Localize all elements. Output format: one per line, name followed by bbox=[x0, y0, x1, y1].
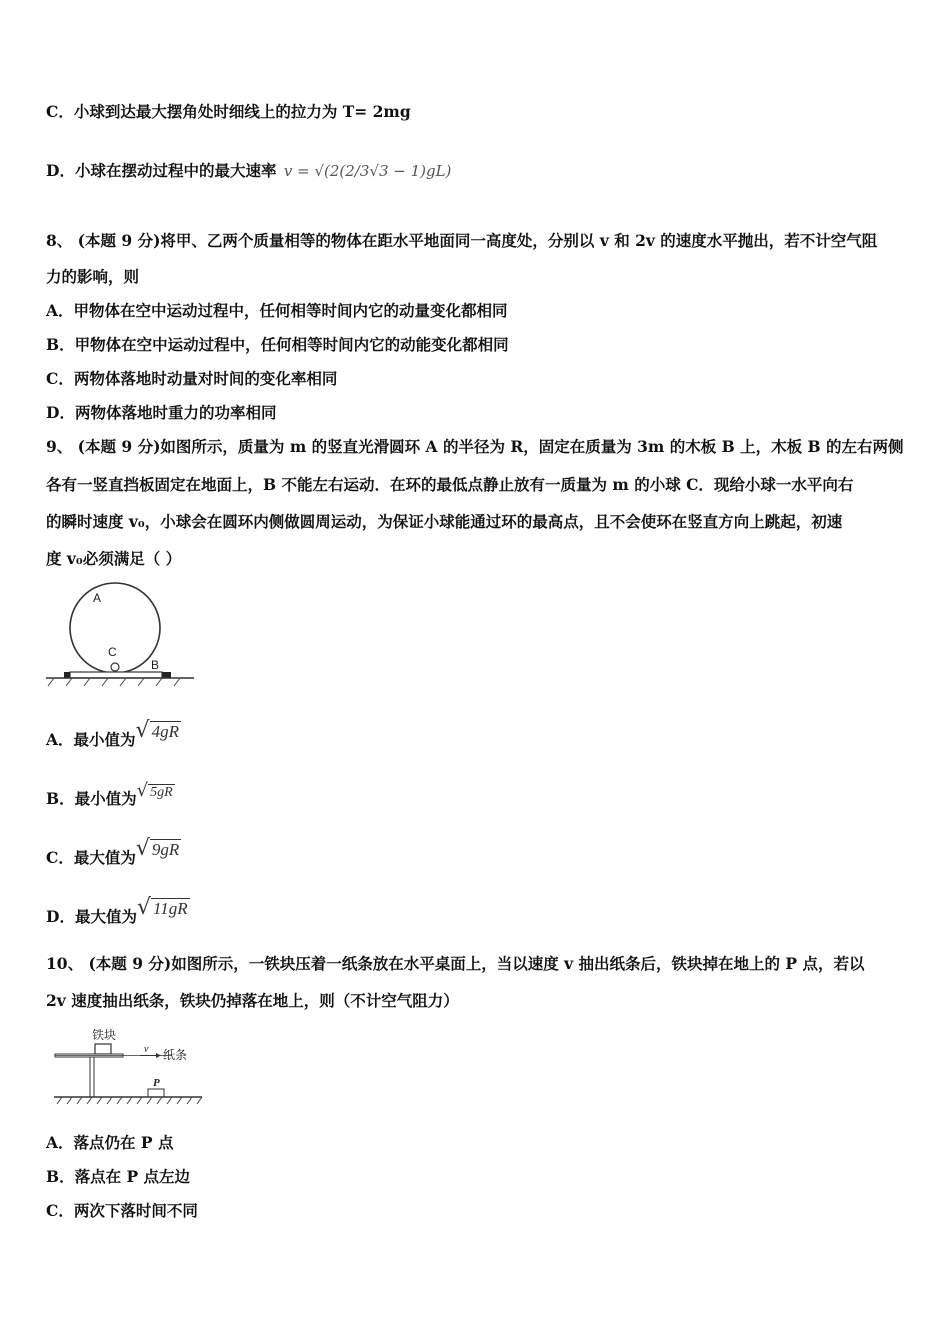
table-leg bbox=[90, 1057, 94, 1097]
sqrt-icon: √ 5gR bbox=[136, 780, 173, 801]
arrow-head-icon bbox=[156, 1053, 161, 1058]
q9-option-c-label: C．最大值为 bbox=[46, 848, 136, 867]
sqrt-icon: √ 9gR bbox=[135, 836, 180, 861]
board-label-b: B bbox=[151, 658, 160, 672]
q10-option-c: C．两次下落时间不同 bbox=[46, 1201, 198, 1220]
q10-option-b: B．落点在 P 点左边 bbox=[46, 1167, 191, 1186]
q10-stem-line2: 2v 速度抽出纸条，铁块仍掉落在地上，则（不计空气阻力） bbox=[46, 991, 459, 1010]
q10-stem-line1: 10、 (本题 9 分)如图所示，一铁块压着一纸条放在水平桌面上，当以速度 v 抽出纸条后，铁块掉在地上的 P 点，若以 bbox=[46, 954, 865, 973]
q8-option-b: B．甲物体在空中运动过程中，任何相等时间内它的动能变化都相同 bbox=[46, 335, 509, 354]
q7-option-d-formula: v = √(2(2/3√3 − 1)gL) bbox=[283, 162, 452, 180]
q9-option-d bbox=[46, 895, 190, 929]
q9-option-b-label: B．最小值为 bbox=[46, 789, 137, 808]
iron-block bbox=[95, 1044, 111, 1054]
right-stopper bbox=[162, 672, 171, 678]
q9-option-c-value: 9gR bbox=[151, 840, 180, 859]
point-p-mark bbox=[148, 1089, 164, 1097]
q8-option-d: D．两物体落地时重力的功率相同 bbox=[46, 403, 277, 422]
q8-option-c: C．两物体落地时动量对时间的变化率相同 bbox=[46, 369, 338, 388]
q9-stem-line2: 各有一竖直挡板固定在地面上，B 不能左右运动．在环的最低点静止放有一质量为 m 的小球 C．现给小球一水平向右 bbox=[46, 475, 854, 494]
ring-label-a: A bbox=[93, 591, 102, 605]
q9-option-a-value: 4gR bbox=[151, 722, 179, 741]
q10-option-a: A．落点仍在 P 点 bbox=[46, 1133, 174, 1152]
q9-stem-line1: 9、 (本题 9 分)如图所示，质量为 m 的竖直光滑圆环 A 的半径为 R，固定在质量为 3m 的木板 B 上，木板 B 的左右两侧 bbox=[46, 437, 904, 456]
q8-stem-line1: 8、 (本题 9 分)将甲、乙两个质量相等的物体在距水平地面同一高度处，分别以 v 和 2v 的速度水平抛出，若不计空气阻 bbox=[46, 231, 878, 250]
left-stopper bbox=[64, 672, 70, 678]
block-label: 铁块 bbox=[92, 1028, 117, 1042]
q8-stem-line2: 力的影响，则 bbox=[46, 267, 140, 286]
q9-stem-line3: 的瞬时速度 v₀，小球会在圆环内侧做圆周运动，为保证小球能通过环的最高点，且不会使环在竖直方向上跳起，初速 bbox=[46, 512, 843, 531]
q9-option-a bbox=[46, 718, 181, 752]
q7-option-d-label: D．小球在摆动过程中的最大速率 bbox=[46, 161, 277, 180]
q9-option-a-label: A．最小值为 bbox=[46, 730, 136, 749]
point-p-label: P bbox=[153, 1077, 160, 1089]
q10-table-figure bbox=[52, 1026, 204, 1106]
paper-label: 纸条 bbox=[163, 1048, 188, 1062]
q9-option-b-value: 5gR bbox=[150, 785, 173, 800]
velocity-label: v bbox=[144, 1044, 149, 1055]
q7-option-c: C．小球到达最大摆角处时细线上的拉力为 T= 2mg bbox=[46, 102, 411, 121]
q9-option-d-value: 11gR bbox=[152, 899, 188, 918]
sqrt-icon: √ 11gR bbox=[136, 895, 188, 920]
q9-ring-figure bbox=[44, 582, 196, 690]
q9-option-d-label: D．最大值为 bbox=[46, 907, 137, 926]
q9-option-c bbox=[46, 836, 181, 870]
ball-label-c: C bbox=[108, 645, 117, 659]
ground-hatching bbox=[48, 678, 180, 686]
q7-option-d bbox=[46, 161, 451, 181]
ring-circle bbox=[70, 583, 160, 673]
q8-option-a: A．甲物体在空中运动过程中，任何相等时间内它的动量变化都相同 bbox=[46, 301, 508, 320]
board-b bbox=[70, 672, 162, 678]
q9-option-b bbox=[46, 780, 175, 813]
sqrt-icon: √ 4gR bbox=[135, 718, 179, 743]
q9-stem-line4: 度 v₀必须满足（ ） bbox=[46, 549, 182, 568]
ball-c bbox=[111, 663, 119, 671]
floor-hatching bbox=[57, 1097, 202, 1104]
